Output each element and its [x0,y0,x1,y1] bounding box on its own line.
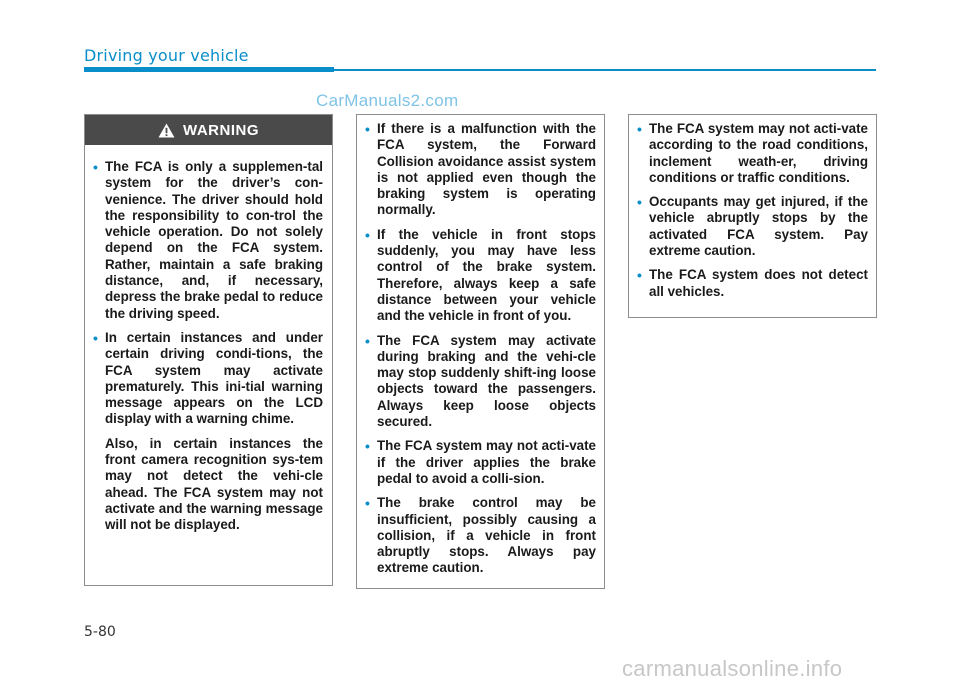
warning-box-continued [356,114,605,589]
list-item [365,438,596,487]
bullet-icon: • [365,226,370,243]
item-text: The FCA system may not acti-vate if the driver applies the brake pedal to avoid a colli-sion. [377,438,596,486]
warning-list [357,115,604,577]
item-text: If there is a malfunction with the FCA system, the Forward Collision avoidance assist system is not applied even though the braking system is operating normally. [377,121,596,218]
list-item [637,194,868,259]
bullet-icon: • [365,121,370,137]
item-text: The FCA system may activate during braking and the vehi-cle may stop suddenly shift-ing loose objects toward the passengers. Always keep loose objects secured. [377,332,596,430]
item-text: If the vehicle in front stops suddenly, you may have less control of the brake system. Therefore, always keep a safe distance between your vehicle and the vehicle in front of you. [377,226,596,324]
item-text: Occupants may get injured, if the vehicle abruptly stops by the activated FCA system. Pay extreme caution. [649,194,868,259]
warning-header [85,115,332,145]
watermark-top: CarManuals2.com [316,91,459,110]
list-item [93,159,323,322]
list-item [637,121,868,186]
bullet-icon: • [93,329,98,346]
bullet-icon: • [637,121,642,137]
bullet-icon: • [93,159,98,175]
item-text: The FCA system may not acti-vate according to the road conditions, inclement weath-er, driving conditions or traffic conditions. [649,121,868,185]
warning-box-continued-2 [628,114,877,318]
list-item [637,267,868,300]
warning-label: WARNING [183,121,259,139]
warning-list [629,115,876,300]
item-text: In certain instances and under certain driving condi-tions, the FCA system may activate prematurely. This ini-tial warning message appears on the LCD display with a warning chime. [105,329,323,427]
bullet-icon: • [365,332,370,349]
list-item [365,121,596,219]
bullet-icon: • [637,267,642,284]
item-text: The FCA is only a supplemen-tal system for the driver’s con-venience. The driver should hold the responsibility to con-trol the vehicle operation. Do not solely depend on the FCA system. Rather, maintain a safe braking distance, and, if necessary, depress the brake pedal to reduce the driving speed. [105,159,323,321]
warning-list [85,145,332,534]
list-item [365,495,596,576]
list-item [365,332,596,431]
warning-triangle-icon [158,123,175,138]
header-rule [334,69,876,71]
bullet-icon: • [365,438,370,455]
item-text: The brake control may be insufficient, possibly causing a collision, if a vehicle in front abruptly stops. Always pay extreme caution. [377,495,596,576]
section-title: Driving your vehicle [84,46,249,65]
page-number: 5-80 [84,624,116,640]
item-text: The FCA system does not detect all vehicles. [649,267,868,299]
watermark-bottom: carmanualsonline.info [622,656,843,681]
bullet-icon: • [365,495,370,512]
list-item [365,226,596,325]
header-accent-bar [84,67,334,72]
warning-box [84,114,333,586]
item-continuation: Also, in certain instances the front camera recognition sys-tem may not detect the vehi-cle ahead. The FCA system may not activate and the warning message will not be displayed. [105,435,323,533]
list-item [93,329,323,534]
bullet-icon: • [637,194,642,211]
